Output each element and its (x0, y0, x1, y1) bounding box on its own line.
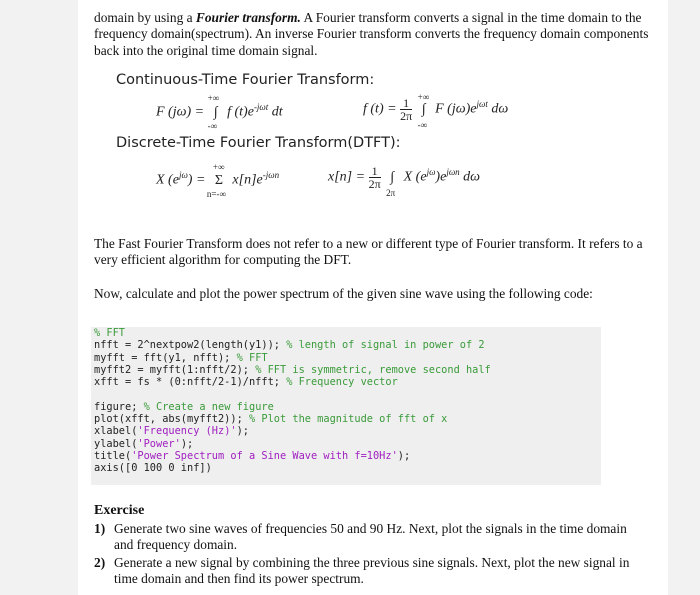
document-page: domain by using a Fourier transform. A Fourier transform converts a signal in the time domain to the frequency domain(spectrum). An inverse Fourier transform converts the frequency domain components back into the original time domain signal. Continuous-Time Fourier Transform: F (jω) = +∞ ∫ -∞ f $(t)e^{-j\omega t}$ dt f $(t) = \frac{1}{2\pi}$ +∞ ∫ -∞ F $(j\omega)e^{j\omega t}$ dω Discrete-Time Fourier Transform(DTFT): X $(e^{j\omega})$ = +∞ Σ n=-∞ $x[n]e^{-j\omega n}$ $x[n] = \frac{1}{2\pi}$ ∫ 2π X $(e^{j\omega})e^{j\omega n}$ dω The Fast Fourier Transform does not refer to a new or different type of Fourier transform. It refers to a very efficient algorithm for computing the DFT. Now, calculate and plot the power spectrum of the given sine wave using the following code: % FFT nfft = 2^nextpow2(length(y1)); % length of signal in power of 2 myfft = fft(y1, nfft); % FFT myfft2 = myfft(1:nfft/2); % FFT is symmetric, remove second half xfft = fs * (0:nfft/2-1)/nfft; % Frequency vector figure; % Create a new figure plot(xfft, abs(myfft2)); % Plot the magnitude of fft of x xlabel('Frequency (Hz)'); ylabel('Power'); title('Power Spectrum of a Sine Wave with f=10Hz'); axis([0 100 0 inf]) Exercise 1) Generate two sine waves of frequencies 50 and 90 Hz. Next, plot the signals in the time domain and frequency domain. 2) Generate a new signal by combining the three previous sine signals. Next, plot the new signal in time domain and then find its power spectrum. (78, 0, 668, 595)
fft-paragraph: The Fast Fourier Transform does not refer to a new or different type of Fourier transform. It refers to a very efficient algorithm for computing the DFT. (94, 236, 643, 268)
ctft-forward-formula: F (jω) = +∞ ∫ -∞ f $(t)e^{-j\omega t}$ dt (156, 92, 283, 131)
instruction-paragraph: Now, calculate and plot the power spectrum of the given sine wave using the following code: (94, 286, 593, 301)
exercise-title: Exercise (94, 503, 145, 518)
ctft-inverse-formula: f $(t) = \frac{1}{2\pi}$ +∞ ∫ -∞ F $(j\omega)e^{j\omega t}$ dω (363, 91, 509, 130)
dtft-inverse-formula: $x[n] = \frac{1}{2\pi}$ ∫ 2π X $(e^{j\omega})e^{j\omega n}$ dω (328, 164, 481, 198)
matlab-code-block (91, 327, 601, 485)
intro-emphasis: Fourier transform. (195, 10, 301, 25)
ctft-header: Continuous-Time Fourier Transform: (116, 72, 375, 88)
intro-paragraph: domain by using a Fourier transform. A Fourier transform converts a signal in the time domain to the frequency domain(spectrum). An inverse Fourier transform converts the frequency domain components back into the original time domain signal. (94, 10, 649, 58)
dtft-forward-formula: X $(e^{j\omega})$ = +∞ Σ n=-∞ $x[n]e^{-j\omega n}$ (156, 161, 280, 199)
code-listing: % FFT nfft = 2^nextpow2(length(y1)); % length of signal in power of 2 myfft = fft(y1, nfft); % FFT myfft2 = myfft(1:nfft/2); % FFT is symmetric, remove second half xfft = fs * (0:nfft/2-1)/nfft; % Frequency vector figure; % Create a new figure plot(xfft, abs(myfft2)); % Plot the magnitude of fft of x xlabel('Frequency (Hz)'); ylabel('Power'); title('Power Spectrum of a Sine Wave with f=10Hz'); axis([0 100 0 inf]) (94, 327, 491, 475)
dtft-header: Discrete-Time Fourier Transform(DTFT): (116, 135, 401, 151)
